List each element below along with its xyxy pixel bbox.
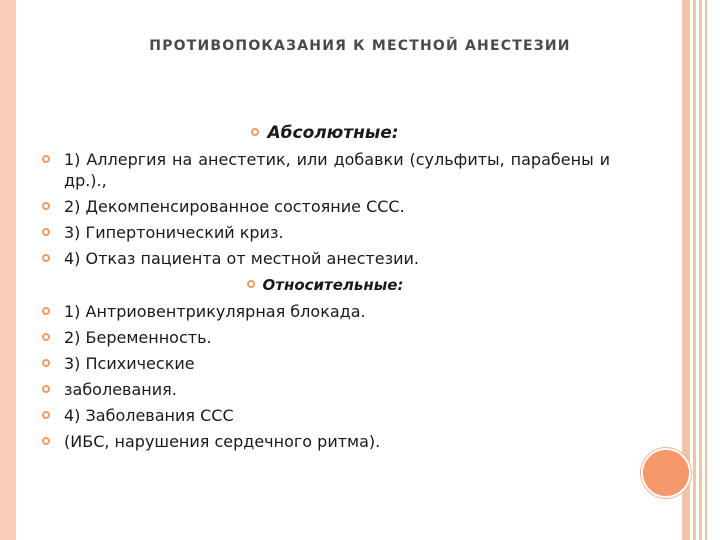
list-item: 1) Антриовентрикулярная блокада. [40, 301, 610, 322]
list-item: 4) Отказ пациента от местной анестезии. [40, 248, 610, 269]
list-item: 2) Беременность. [40, 327, 610, 348]
circle-bullet-icon [42, 307, 50, 315]
list-item: 3) Гипертонический криз. [40, 222, 610, 243]
circle-bullet-icon [42, 254, 50, 262]
circle-bullet-icon [42, 202, 50, 210]
right-stripe-decoration [693, 0, 696, 540]
decorative-circle [641, 448, 691, 498]
list-item: 3) Психические [40, 353, 610, 374]
list-item: 1) Аллергия на анестетик, или добавки (сульфиты, парабены и др.)., [40, 149, 610, 191]
circle-bullet-icon [42, 411, 50, 419]
section-heading-absolute: Абсолютные: [40, 122, 610, 144]
section-heading-relative: Относительные: [40, 274, 610, 296]
list-item: 4) Заболевания ССС [40, 405, 610, 426]
list-item: заболевания. [40, 379, 610, 400]
circle-bullet-icon [42, 385, 50, 393]
right-stripe-decoration [699, 0, 702, 540]
list-item: 2) Декомпенсированное состояние ССС. [40, 196, 610, 217]
circle-bullet-icon [42, 437, 50, 445]
circle-bullet-icon [42, 333, 50, 341]
list-item: (ИБС, нарушения сердечного ритма). [40, 431, 610, 452]
circle-bullet-icon [42, 228, 50, 236]
left-border-decoration [0, 0, 16, 540]
circle-bullet-icon [42, 155, 50, 163]
slide-content [40, 122, 610, 457]
slide-title: ПРОТИВОПОКАЗАНИЯ К МЕСТНОЙ АНЕСТЕЗИИ [149, 38, 571, 54]
right-stripe-decoration [705, 0, 707, 540]
circle-bullet-icon [247, 280, 255, 288]
circle-bullet-icon [251, 128, 259, 136]
circle-bullet-icon [42, 359, 50, 367]
